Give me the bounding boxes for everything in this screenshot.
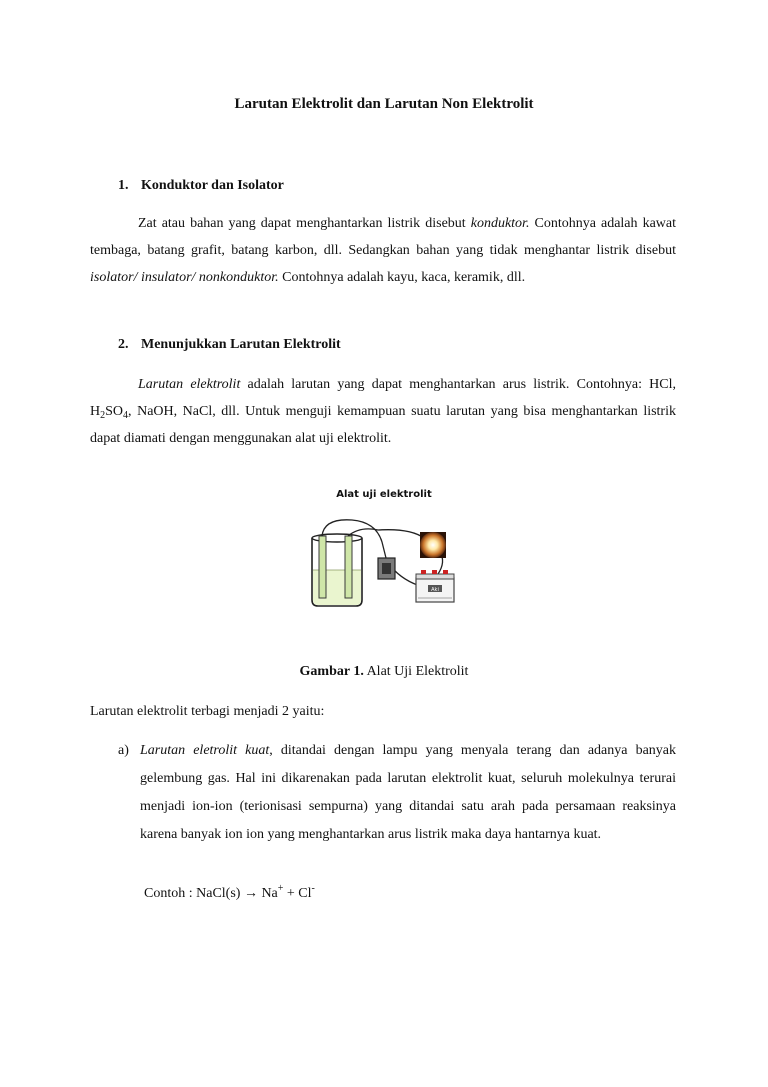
example-sup-plus: + [277,883,284,894]
section-2-number: 2. [118,337,129,352]
section-2-paragraph [90,371,676,452]
example-sup-minus: - [311,883,315,894]
s2-sub-4: 4 [123,410,129,421]
s2-em-larutan: Larutan elektrolit [138,377,241,392]
battery-label: Aki [431,587,439,593]
s2-text-b: SO [105,404,124,419]
s1-em-isolator: isolator/ insulator/ nonkonduktor. [90,270,279,285]
battery-icon [416,570,454,602]
example-mid: + Cl [283,886,312,901]
section-1-number: 1. [118,178,129,193]
intro-line: Larutan elektrolit terbagi menjadi 2 yaitu: [90,704,325,719]
lamp-icon [420,532,446,558]
s1-text-b: Contohnya adalah kawat tembaga, batang grafit, batang karbon, dll. Sedangkan bahan yang tidak menghantar listrik disebut [90,216,676,258]
electrode-left [319,536,326,598]
s1-text-c: Contohnya adalah kayu, kaca, keramik, dll. [278,270,526,285]
s2-text-a: adalah larutan yang dapat menghantarkan arus listrik. Contohnya: HCl, H [90,377,676,419]
s2-sub-2: 2 [100,410,106,421]
s2-text-c: , NaOH, NaCl, dll. Untuk menguji kemampuan suatu larutan yang bisa menghantarkan listrik dapat diamati dengan menggunakan alat uji elektrolit. [90,404,676,446]
section-1-paragraph [90,210,676,291]
section-1-heading: Konduktor dan Isolator [141,178,284,193]
example-prefix: Contoh : NaCl(s) → Na [144,886,278,901]
item-a-text: , ditandai dengan lampu yang menyala terang dan adanya banyak gelembung gas. Hal ini dikarenakan pada larutan elektrolit kuat, seluruh molekulnya terurai menjadi ion-ion (terionisasi sempurna) yang ditandai satu arah pada persamaan reaksinya karena banyak ion ion yang menghantarkan arus listrik maka daya hantarnya kuat. [140,743,676,842]
list-item-a [90,737,676,849]
example-line [144,883,315,902]
s1-em-konduktor: konduktor. [470,216,530,231]
s1-text-a: Zat atau bahan yang dapat menghantarkan listrik disebut [138,216,471,231]
electrolyte-tester-figure [290,512,470,612]
caption-text: Alat Uji Elektrolit [363,664,469,679]
section-2-heading: Menunjukkan Larutan Elektrolit [141,337,341,352]
caption-bold: Gambar 1. [299,664,364,679]
figure-title: Alat uji elektrolit [336,489,432,500]
page-title: Larutan Elektrolit dan Larutan Non Elektrolit [234,96,534,112]
item-a-em: Larutan eletrolit kuat [140,743,270,758]
electrode-right [345,536,352,598]
figure-caption [0,664,768,680]
item-a-label: a) [118,743,129,758]
